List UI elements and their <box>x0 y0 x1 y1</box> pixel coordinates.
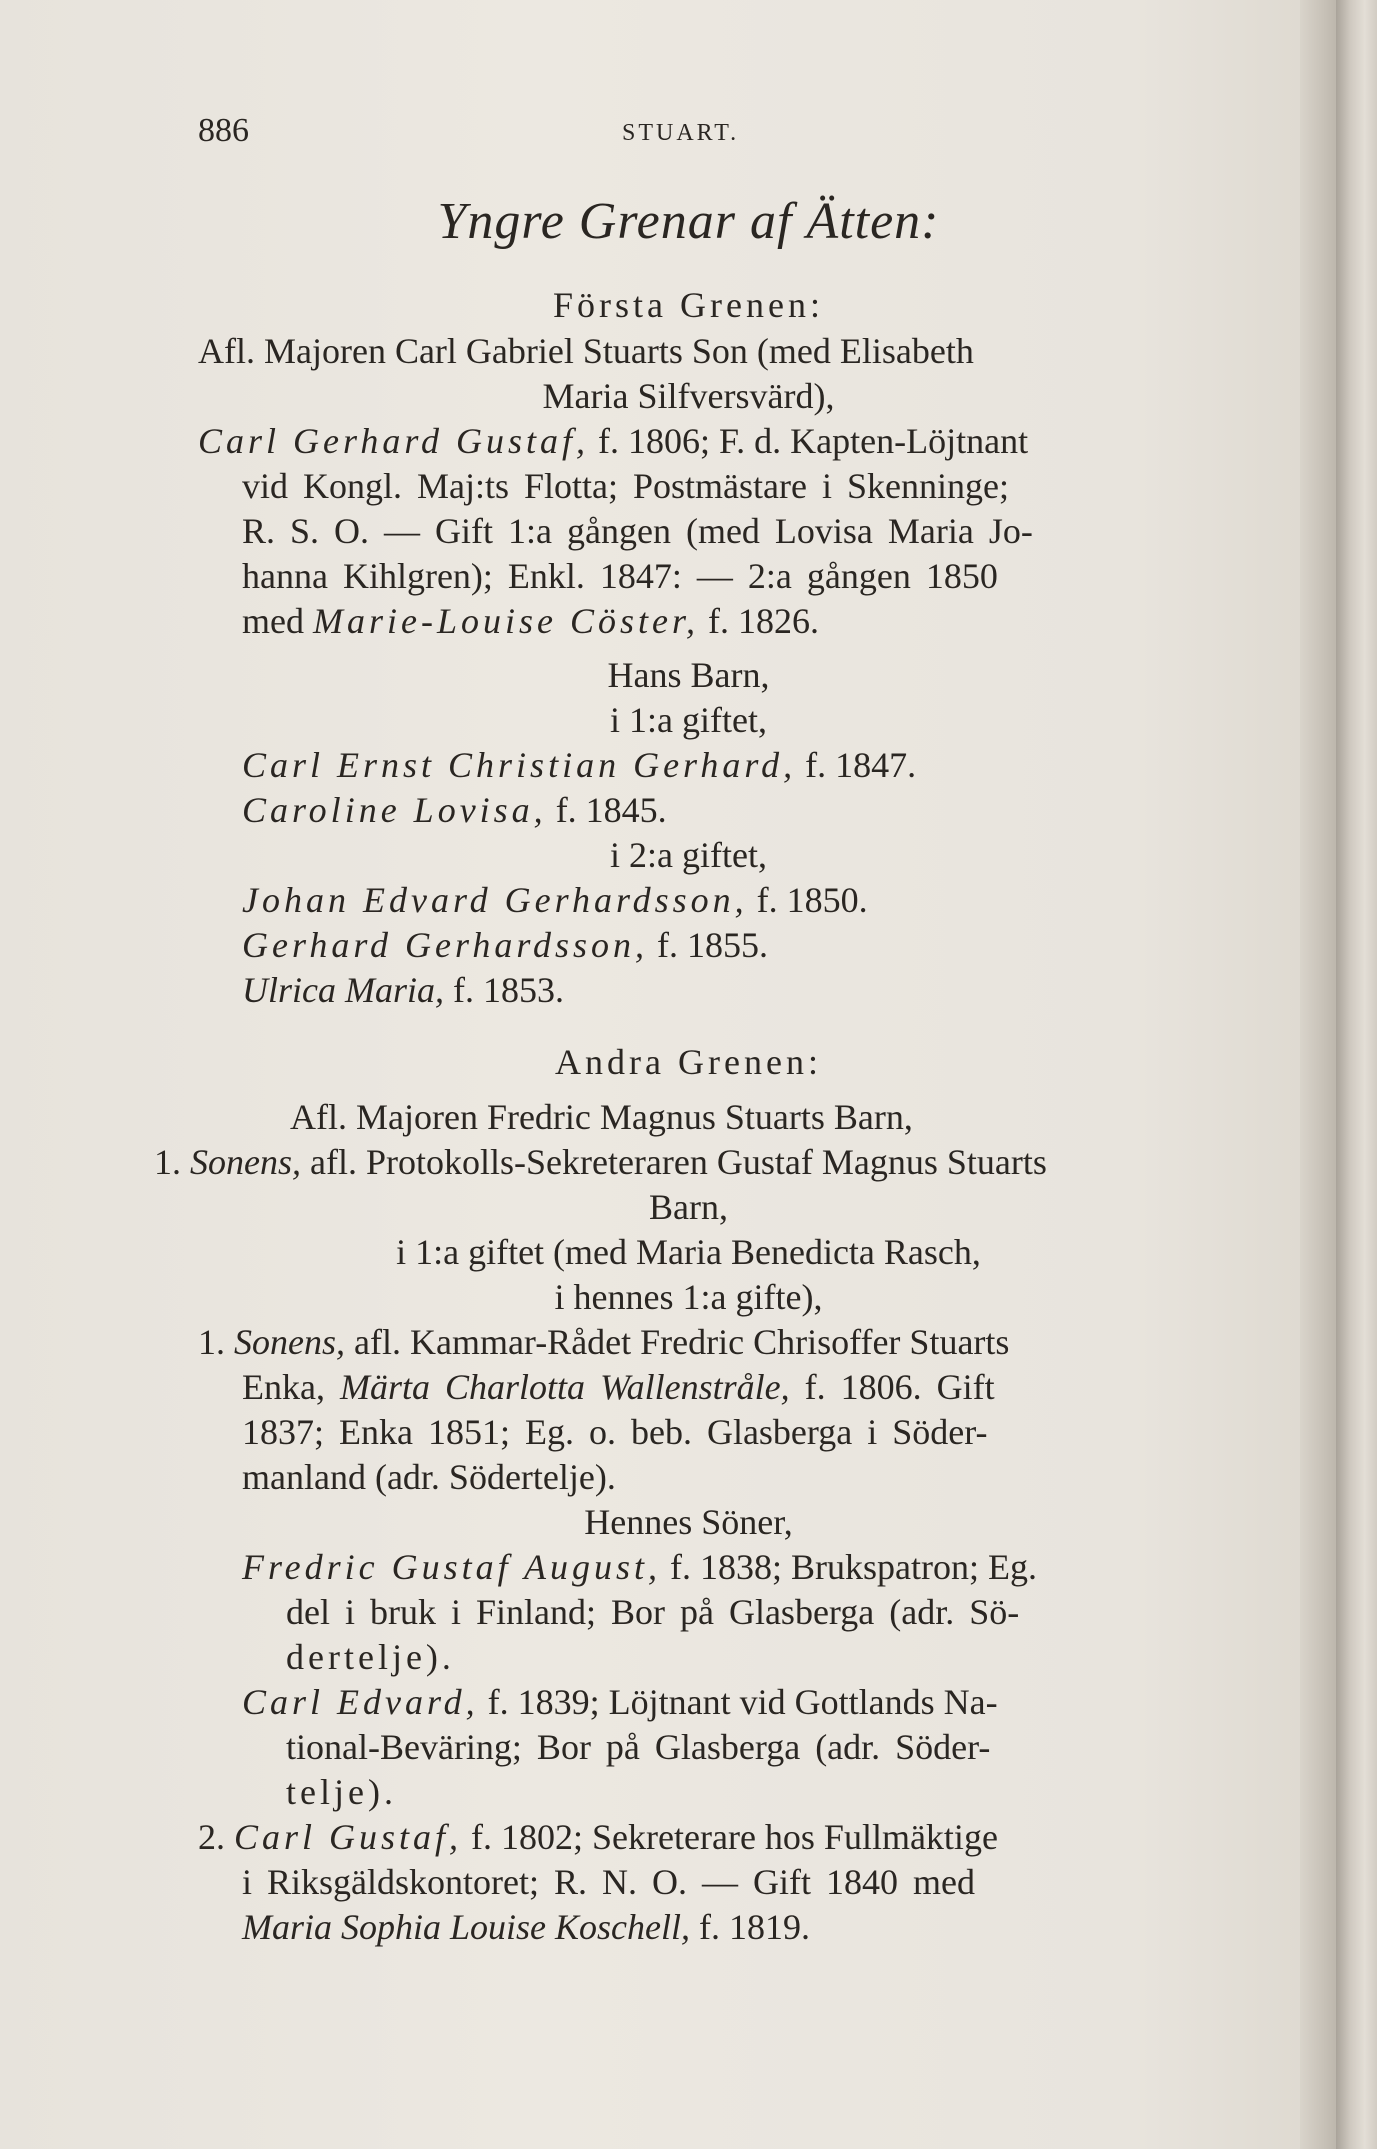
grandson-entry <box>198 1320 1009 1364</box>
entry-line: manland (adr. Södertelje). <box>242 1457 616 1497</box>
marriage-label-cont: i hennes 1:a gifte), <box>554 1277 823 1317</box>
person-name: Carl Gerhard Gustaf, <box>198 421 590 461</box>
entry-text: afl. Protokolls-Sekreteraren Gustaf Magnus Stuarts <box>301 1142 1047 1182</box>
person-name: Johan Edvard Gerhardsson, <box>242 880 748 920</box>
entry-line <box>242 1905 810 1949</box>
entry-text: f. 1806. Gift <box>789 1367 995 1407</box>
entry-line <box>242 1365 995 1409</box>
entry-line: R. S. O. — Gift 1:a gången (med Lovisa Maria Jo- <box>242 511 1033 551</box>
entry-text: afl. Kammar-Rådet Fredric Chrisoffer Stuarts <box>345 1322 1010 1362</box>
second-marriage-label: i 2:a giftet, <box>610 835 767 875</box>
person-name: Gerhard Gerhardsson, <box>242 925 649 965</box>
person-name: Märta Charlotta Wallenstråle, <box>339 1367 790 1407</box>
entry-line: i Riksgäldskontoret; R. N. O. — Gift 1840 med <box>242 1862 975 1902</box>
entry-text: f. 1838; Brukspatron; Eg. <box>661 1547 1037 1587</box>
entry-line: vid Kongl. Maj:ts Flotta; Postmästare i Skenninge; <box>242 466 1009 506</box>
person-name: Ulrica Maria, <box>242 970 444 1010</box>
child-entry <box>242 788 667 832</box>
entry-carl-gerhard <box>198 419 1028 463</box>
branch1-intro-line1: Afl. Majoren Carl Gabriel Stuarts Son (med Elisabeth <box>198 331 974 371</box>
entry-text: f. 1802; Sekreterare hos Fullmäktige <box>462 1817 998 1857</box>
birth-year: f. 1850. <box>747 880 868 920</box>
entry-line: hanna Kihlgren); Enkl. 1847: — 2:a gången 1850 <box>242 556 998 596</box>
entry-word: Sonens, <box>190 1142 301 1182</box>
sons-label: Hennes Söner, <box>584 1502 793 1542</box>
running-head: STUART. <box>622 120 740 146</box>
birth-year: f. 1853. <box>444 970 564 1010</box>
entry-line <box>242 599 819 643</box>
section-title: Yngre Grenar af Ätten: <box>437 193 940 250</box>
entry-text: Enka, <box>242 1367 340 1407</box>
son-entry <box>242 1545 1037 1589</box>
entry-line: del i bruk i Finland; Bor på Glasberga (adr. Sö- <box>286 1592 1020 1632</box>
first-marriage-label: i 1:a giftet, <box>610 700 767 740</box>
entry-text: f. 1806; F. d. Kapten-Löjtnant <box>589 421 1029 461</box>
branch2-heading: Andra Grenen: <box>555 1042 822 1082</box>
entry-word: Sonens, <box>234 1322 345 1362</box>
marriage-label: i 1:a giftet (med Maria Benedicta Rasch, <box>396 1232 981 1272</box>
son-entry <box>154 1140 1047 1184</box>
entry-text: f. 1826. <box>698 601 819 641</box>
branch1-intro-line2: Maria Silfversvärd), <box>542 376 835 416</box>
birth-year: f. 1845. <box>546 790 667 830</box>
entry-number: 1. <box>154 1142 181 1182</box>
son-entry <box>198 1815 998 1859</box>
person-name: Carl Edvard, <box>242 1682 479 1722</box>
entry-number: 1. <box>198 1322 225 1362</box>
child-entry <box>242 743 916 787</box>
person-name: Fredric Gustaf August, <box>242 1547 661 1587</box>
entry-line: 1837; Enka 1851; Eg. o. beb. Glasberga i Söder- <box>242 1412 988 1452</box>
person-name: Maria Sophia Louise Koschell, <box>242 1907 690 1947</box>
child-entry <box>242 878 868 922</box>
son-entry <box>242 1680 998 1724</box>
child-entry <box>242 923 768 967</box>
person-name: Carl Ernst Christian Gerhard, <box>242 745 797 785</box>
entry-number: 2. <box>198 1817 225 1857</box>
page-header <box>198 112 758 152</box>
branch1-heading: Första Grenen: <box>553 285 824 325</box>
birth-year: f. 1819. <box>690 1907 810 1947</box>
entry-line: tional-Beväring; Bor på Glasberga (adr. Söder- <box>286 1727 991 1767</box>
entry-text: f. 1839; Löjtnant vid Gottlands Na- <box>478 1682 998 1722</box>
children-label: Hans Barn, <box>607 655 770 695</box>
page-number: 886 <box>198 112 249 149</box>
entry-line: telje). <box>286 1772 397 1812</box>
person-name: Caroline Lovisa, <box>242 790 547 830</box>
birth-year: f. 1855. <box>648 925 769 965</box>
entry-text: med <box>242 601 313 641</box>
child-entry <box>242 968 564 1012</box>
branch2-intro: Afl. Majoren Fredric Magnus Stuarts Barn, <box>290 1097 913 1137</box>
person-name: Carl Gustaf, <box>234 1817 463 1857</box>
entry-line: Barn, <box>649 1187 728 1227</box>
birth-year: f. 1847. <box>796 745 917 785</box>
person-name: Marie-Louise Cöster, <box>312 601 699 641</box>
entry-line: dertelje). <box>286 1637 455 1677</box>
